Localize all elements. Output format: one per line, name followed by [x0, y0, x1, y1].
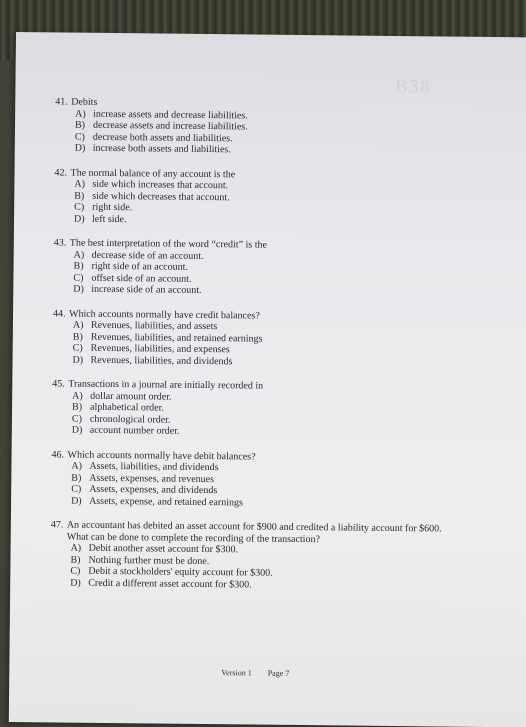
question-44	[53, 308, 454, 370]
page-number: Page 7	[267, 668, 290, 678]
question-43	[53, 237, 454, 299]
question-text: Which accounts normally have debit balances?	[67, 449, 256, 463]
question-text: The normal balance of any account is the	[70, 167, 236, 180]
option-a: A) Assets, liabilities, and dividends	[71, 460, 219, 474]
option-b: B) right side of an account.	[73, 260, 188, 273]
option-b: B) decrease assets and increase liabilities.	[74, 119, 248, 133]
question-text: Which accounts normally have credit balances?	[68, 308, 260, 322]
option-c: C) Assets, expenses, and dividends	[71, 483, 218, 497]
option-d: D) Credit a different asset account for $300.	[70, 577, 252, 590]
option-c: C) Revenues, liabilities, and expenses	[72, 342, 230, 356]
option-d: D) account number order.	[71, 424, 180, 437]
question-number: 46.	[51, 448, 65, 461]
question-45	[52, 378, 453, 440]
question-text: The best interpretation of the word “credit” is the	[69, 237, 267, 251]
option-a: A) Revenues, liabilities, and assets	[72, 319, 218, 333]
question-number: 44.	[52, 307, 66, 320]
option-a: A) dollar amount order.	[72, 390, 172, 403]
option-d: D) Assets, expense, and retained earnings	[71, 495, 243, 508]
question-number: 41.	[55, 96, 68, 108]
option-c: C) decrease both assets and liabilities.	[74, 131, 233, 144]
option-b: B) side which decreases that account.	[74, 190, 230, 203]
page-footer	[221, 668, 305, 678]
option-a: A) increase assets and decrease liabilities.	[75, 108, 248, 121]
option-c: C) chronological order.	[71, 413, 171, 426]
question-number: 42.	[54, 166, 68, 179]
faded-stamp: B38	[395, 75, 432, 97]
question-number: 43.	[53, 237, 67, 249]
question-46	[51, 449, 452, 511]
question-list	[50, 96, 455, 605]
question-number: 47.	[50, 519, 64, 531]
question-text: Debits	[71, 96, 98, 108]
option-b: B) Revenues, liabilities, and retained earnings	[72, 331, 263, 345]
option-d: D) increase side of an account.	[73, 283, 202, 296]
option-b: B) Assets, expenses, and revenues	[71, 472, 215, 485]
option-d: D) Revenues, liabilities, and dividends	[72, 354, 233, 367]
question-47	[50, 519, 451, 592]
option-c: C) offset side of an account.	[73, 272, 192, 285]
question-text: An accountant has debited an asset account for $900 and credited a liability account for $600. What can be done to complete the recording of the transaction?	[66, 519, 442, 545]
option-d: D) increase both assets and liabilities.	[74, 142, 231, 156]
option-a: A) side which increases that account.	[74, 178, 229, 192]
question-41	[55, 96, 456, 158]
question-text: Transactions in a journal are initially recorded in	[68, 378, 264, 392]
option-d: D) left side.	[73, 213, 127, 225]
option-a: A) Debit another asset account for $300.	[70, 542, 239, 556]
option-b: B) Nothing further must be done.	[70, 554, 210, 567]
question-number: 45.	[52, 378, 65, 390]
version-label: Version 1	[221, 668, 252, 678]
exam-page	[9, 32, 526, 727]
option-a: A) decrease side of an account.	[73, 249, 204, 262]
option-c: C) right side.	[74, 201, 133, 214]
option-b: B) alphabetical order.	[72, 401, 164, 414]
option-c: C) Debit a stockholders' equity account for $300.	[70, 565, 273, 579]
question-42	[54, 167, 455, 229]
